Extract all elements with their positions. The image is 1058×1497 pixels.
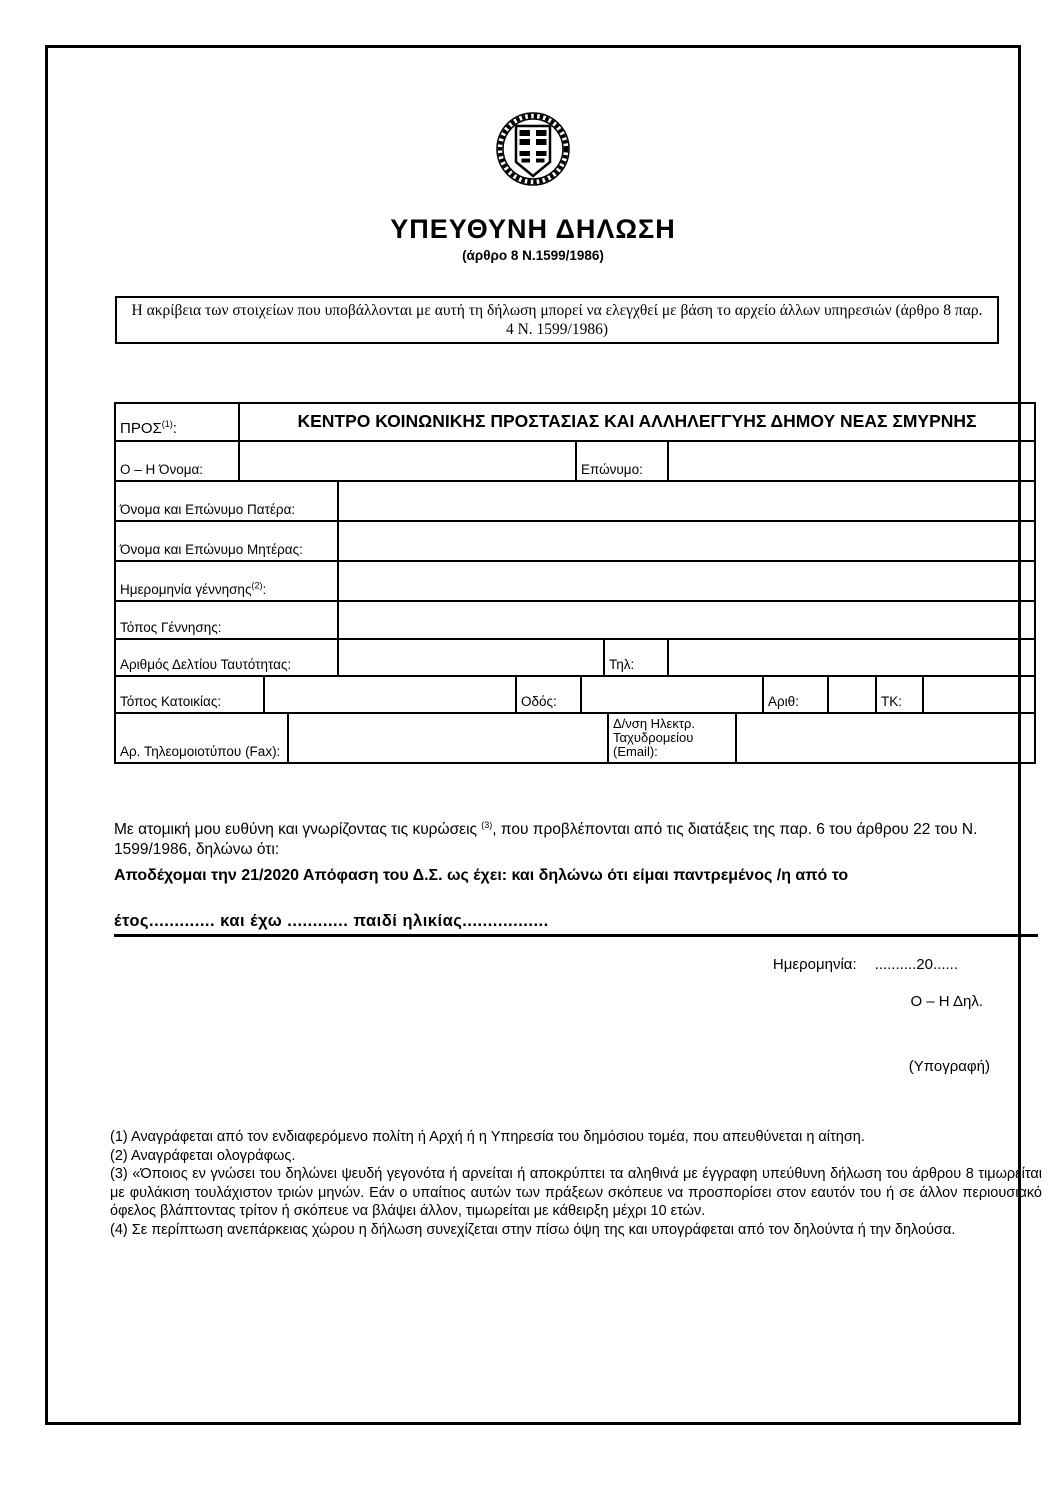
email-field[interactable] [735, 714, 1034, 762]
personal-details-table [114, 402, 1036, 764]
first-name-label: Ο – Η Όνομα: [120, 462, 204, 477]
postcode-label: ΤΚ: [875, 677, 922, 712]
accuracy-notice: Η ακρίβεια των στοιχείων που υποβάλλονται με αυτή τη δήλωση μπορεί να ελεγχθεί με βάση το αρχείο άλλων υπηρεσιών (άρθρο 8 παρ. 4 Ν. 1599/1986) [115, 296, 999, 344]
table-row-name [116, 440, 1034, 480]
birthdate-field[interactable] [337, 562, 1034, 600]
fax-label: Αρ. Τηλεομοιοτύπου (Fax): [120, 744, 281, 759]
declarant-label: Ο – Η Δηλ. [910, 993, 983, 1010]
street-no-label: Αριθ: [762, 677, 827, 712]
mother-name-label: Όνομα και Επώνυμο Μητέρας: [120, 542, 303, 557]
page-subtitle: (άρθρο 8 Ν.1599/1986) [462, 248, 604, 263]
date-row [114, 956, 998, 973]
residence-label: Τόπος Κατοικίας: [120, 694, 222, 709]
pros-label: ΠΡΟΣ$^{(1)}$: [120, 419, 177, 437]
street-label: Οδός: [515, 677, 580, 712]
footnote-4: (4) Σε περίπτωση ανεπάρκειας χώρου η δήλωση συνεχίζεται στην πίσω όψη της και υπογράφεται από τον δηλούντα ή την δηλούσα. [110, 1221, 956, 1238]
id-number-field[interactable] [337, 640, 603, 675]
declaration-body: Αποδέχομαι την 21/2020 Απόφαση του Δ.Σ. ως έχει: και δηλώνω ότι είμαι παντρεμένος /η από το [114, 867, 849, 884]
footnotes [110, 1128, 1042, 1239]
birthplace-field[interactable] [337, 602, 1034, 638]
residence-field[interactable] [263, 677, 515, 712]
footnote-2: (2) Αναγράφεται ολογράφως. [110, 1147, 296, 1164]
id-number-label: Αριθμός Δελτίου Ταυτότητας: [120, 657, 292, 672]
birthdate-label: Ημερομηνία γέννησης$^{(2)}$: [120, 580, 267, 597]
page-title: ΥΠΕΥΘΥΝΗ ΔΗΛΩΣΗ [390, 214, 676, 244]
phone-field[interactable] [667, 640, 1034, 675]
fax-field[interactable] [287, 714, 607, 762]
date-label: Ημερομηνία: [772, 956, 857, 973]
street-field[interactable] [580, 677, 762, 712]
father-name-label: Όνομα και Επώνυμο Πατέρα: [120, 502, 296, 517]
date-field[interactable]: ..........20...... [874, 956, 958, 973]
footnote-ref-3: (3) [481, 819, 493, 830]
father-name-field[interactable] [337, 482, 1034, 520]
surname-label: Επώνυμο: [575, 442, 667, 480]
footnote-3: (3) «Όποιος εν γνώσει του δηλώνει ψευδή γεγονότα ή αρνείται ή αποκρύπτει τα αληθινά με έγγραφη υπεύθυνη δήλωση του άρθρου 8 τιμωρείται με φυλάκιση τουλάχιστον τριών μηνών. Εάν ο υπαίτιος αυτών των πράξεων σκόπευε να προσπορίσει στον εαυτόν του ή σε άλλον περιουσιακό όφελος βλάπτοντας τρίτον ή σκόπευε να βλάψει άλλον, τιμωρείται με κάθειρξη μέχρι 10 ετών. [110, 1166, 1042, 1219]
table-row-id-phone [116, 638, 1034, 675]
postcode-field[interactable] [922, 677, 1034, 712]
footnote-1: (1) Αναγράφεται από τον ενδιαφερόμενο πολίτη ή Αρχή ή η Υπηρεσία του δημόσιου τομέα, που απευθύνεται η αίτηση. [110, 1129, 865, 1145]
table-row-mother [116, 520, 1034, 560]
coat-of-arms-icon [495, 105, 571, 198]
signature-caption: (Υπογραφή) [908, 1058, 990, 1075]
page-border [45, 45, 1042, 1425]
declaration-intro: Με ατομική μου ευθύνη και γνωρίζοντας τις κυρώσεις $^{(3)}$, που προβλέπονται από τις διατάξεις της παρ. 6 του άρθρου 22 του Ν. 1599/1986, δηλώνω ότι: [114, 819, 978, 858]
mother-name-field[interactable] [337, 522, 1034, 560]
table-row-fax-email [116, 712, 1034, 762]
table-row-birthdate [116, 560, 1034, 600]
declaration-fill-line[interactable]: έτος............. και έχω ............ παιδί ηλικίας................. [114, 912, 1038, 937]
table-row-residence [116, 675, 1034, 712]
table-row-pros [116, 404, 1034, 440]
street-no-field[interactable] [827, 677, 875, 712]
birthplace-label: Τόπος Γέννησης: [120, 620, 222, 635]
surname-field[interactable] [667, 442, 1034, 480]
first-name-field[interactable] [238, 442, 575, 480]
table-row-father [116, 480, 1034, 520]
email-label: Δ/νση Ηλεκτρ. Ταχυδρομείου (Email): [607, 714, 735, 762]
pros-value: ΚΕΝΤΡΟ ΚΟΙΝΩΝΙΚΗΣ ΠΡΟΣΤΑΣΙΑΣ ΚΑΙ ΑΛΛΗΛΕΓΓΥΗΣ ΔΗΜΟΥ ΝΕΑΣ ΣΜΥΡΝΗΣ [238, 404, 1034, 440]
table-row-birthplace [116, 600, 1034, 638]
phone-label: Τηλ: [603, 640, 667, 675]
